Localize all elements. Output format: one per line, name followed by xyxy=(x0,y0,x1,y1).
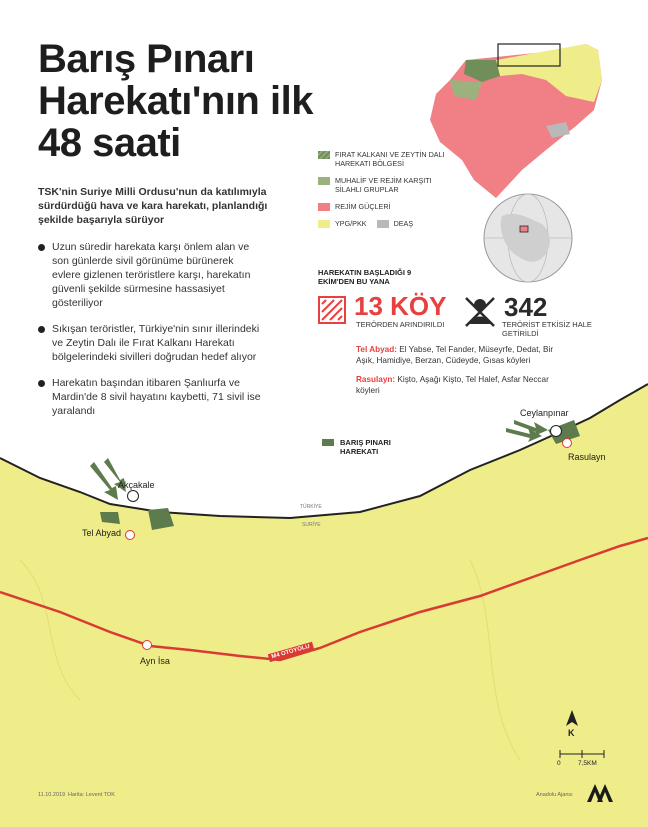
footer-date: 11.10.2019 xyxy=(38,792,66,798)
footer-agency: Anadolu Ajansı xyxy=(536,792,573,798)
globe-icon xyxy=(482,192,574,284)
cleared-villages-icon xyxy=(318,296,346,324)
village-lists xyxy=(356,344,556,404)
title-line-3: 48 saati xyxy=(38,121,181,165)
terrorists-number: 342 xyxy=(504,292,548,322)
operation-swatch xyxy=(322,439,334,446)
syria-inset-map xyxy=(426,30,616,210)
label-scale-zero: 0 xyxy=(557,760,561,767)
legend-label: YPG/PKK xyxy=(335,219,367,228)
rasulayn-list: Kişto, Aşağı Kişto, Tel Halef, Asfar Neccar köyleri xyxy=(356,375,549,395)
operation-label: BARIŞ PINARI HAREKATI xyxy=(340,438,391,456)
title-line-1: Barış Pınarı xyxy=(38,37,255,81)
agency-logo-icon xyxy=(585,780,615,804)
stats-heading: HAREKATIN BAŞLADIĞI 9 EKİM'DEN BU YANA xyxy=(318,268,412,286)
bullet-text: Sıkışan teröristler, Türkiye'nin sınır illerindeki ve Zeytin Dalı ile Fırat Kalkanı Harekatı bölgelerindeki sivilleri doğrudan hedef alıyor xyxy=(52,323,260,363)
city-marker-ayn-isa xyxy=(142,640,152,650)
footer-credit: Harita: Levent TOK xyxy=(68,792,115,798)
label-tel-abyad: Tel Abyad xyxy=(82,528,122,538)
tel-abyad-head: Tel Abyad: xyxy=(356,345,397,354)
legend-firat xyxy=(318,150,448,168)
legend-swatch xyxy=(318,203,330,211)
bullet-list xyxy=(38,240,263,430)
legend-muhalif xyxy=(318,176,448,194)
intro-text: TSK'nin Suriye Milli Ordusu'nun da katılımıyla sürdürdüğü hava ve kara harekatı, planlandığı şekilde başarıyla sürüyor xyxy=(38,186,268,226)
bullet-dot-icon xyxy=(38,244,45,251)
label-ayn-isa: Ayn İsa xyxy=(140,656,170,666)
legend-label: MUHALİF VE REJİM KARŞITI SİLAHLI GRUPLAR xyxy=(335,176,432,194)
city-marker-tel-abyad xyxy=(125,530,135,540)
bullet-item xyxy=(38,240,263,310)
title-line-2: Harekatı'nın ilk xyxy=(38,79,313,123)
legend-swatch xyxy=(377,220,389,228)
legend-ypg-deas xyxy=(318,219,448,228)
city-marker-rasulayn xyxy=(562,438,572,448)
villages-label: TERÖRDEN ARINDIRILDI xyxy=(356,320,445,329)
label-suriye: SURİYE xyxy=(302,522,321,528)
rasulayn-head: Rasulayn: xyxy=(356,375,396,384)
city-marker-akcakale xyxy=(127,490,139,502)
legend-label: REJİM GÜÇLERİ xyxy=(335,202,391,211)
villages-number: 13 KÖY xyxy=(354,291,447,321)
label-rasulayn: Rasulayn xyxy=(568,452,606,462)
legend-swatch xyxy=(318,220,330,228)
legend-swatch xyxy=(318,151,330,159)
legend-label: DEAŞ xyxy=(393,219,414,228)
legend-label: FIRAT KALKANI VE ZEYTİN DALI HAREKATI BÖLGESİ xyxy=(335,150,445,168)
tel-abyad-list: El Yabse, Tel Fander, Müseyrfe, Dedat, Bir Aşık, Hamidiye, Berzan, Cüdeyde, Gısas köyleri xyxy=(356,345,554,365)
rasulayn-villages xyxy=(356,374,556,396)
label-north: K xyxy=(568,728,575,738)
label-turkiye: TÜRKİYE xyxy=(300,504,322,510)
label-akcakale: Akçakale xyxy=(118,480,155,490)
legend-swatch xyxy=(318,177,330,185)
legend-rejim xyxy=(318,202,448,211)
bullet-item xyxy=(38,376,263,418)
bullet-text: Harekatın başından itibaren Şanlıurfa ve Mardin'de 8 sivil hayatını kaybetti, 71 sivil ise yaralandı xyxy=(52,377,261,417)
terrorists-label: TERÖRİST ETKİSİZ HALE GETİRİLDİ xyxy=(502,320,592,338)
operation-legend xyxy=(322,438,410,456)
label-scale-km: 7,5KM xyxy=(578,760,597,767)
bullet-dot-icon xyxy=(38,380,45,387)
bullet-text: Uzun süredir harekata karşı önlem alan ve son günlerde sivil görünüme bürünerek evlere gizlenen teröristlere karşı, harekatın güvenli şekilde sürmesine hassasiyet gösteriliyor xyxy=(52,241,251,309)
tel-abyad-villages xyxy=(356,344,556,366)
label-ceylanpinar: Ceylanpınar xyxy=(520,408,569,418)
page-title xyxy=(38,38,368,164)
bullet-item xyxy=(38,322,263,364)
bullet-dot-icon xyxy=(38,326,45,333)
map-legend xyxy=(318,150,448,236)
city-marker-ceylanpinar xyxy=(550,425,562,437)
neutralized-terrorist-icon xyxy=(462,296,498,328)
label-m4-highway: M4 OTOYOLU xyxy=(268,642,314,662)
